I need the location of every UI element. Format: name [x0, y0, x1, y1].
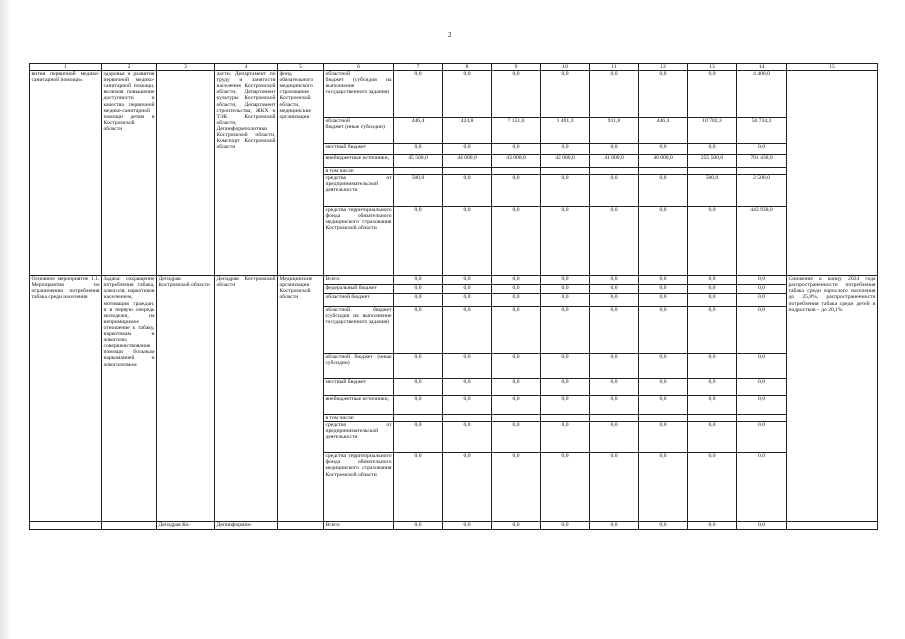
- value-cell-col14: 0,0: [737, 354, 787, 379]
- block2-col3: Депздрав Костромской области: [157, 276, 215, 522]
- value-cell-col12: 0,0: [639, 453, 688, 522]
- value-cell-col10: 1 401,3: [541, 118, 590, 144]
- value-cell-col9: 0,0: [492, 354, 541, 379]
- value-cell-col13: 0,0: [688, 71, 737, 118]
- value-cell-col14: 0,0: [737, 453, 787, 522]
- value-cell-col8: 0,0: [443, 144, 492, 155]
- value-cell-col12: 0,0: [639, 354, 688, 379]
- block3-col2: [102, 522, 157, 530]
- value-cell-col9: 0,0: [492, 285, 541, 294]
- value-cell-col14: 0,0: [737, 379, 787, 396]
- value-cell-col13: 0,0: [688, 276, 737, 285]
- column-number-9: 9: [492, 64, 541, 71]
- funding-source-label: внебюджетные источники,: [324, 396, 394, 415]
- value-cell-col11: 0,0: [590, 294, 639, 307]
- block1-col3: [157, 71, 215, 276]
- value-cell-col14: [737, 415, 787, 422]
- column-number-3: 3: [157, 64, 215, 71]
- program-finance-table: [29, 63, 878, 530]
- value-cell-col14: [737, 168, 787, 175]
- block2-result: Снижение к концу 2024 года распространенности потребления табака среди взрослого населения до 25,8%, распространенности потребления табака среди детей и подростков – до 20,1%: [787, 276, 878, 522]
- value-cell-col11: 0,0: [590, 71, 639, 118]
- value-cell-col13: 0,0: [688, 396, 737, 415]
- value-cell-col10: 0,0: [541, 396, 590, 415]
- value-cell-col7: 0,0: [394, 144, 443, 155]
- value-cell-col10: 0,0: [541, 285, 590, 294]
- value-cell-col14: 701 438,0: [737, 155, 787, 168]
- value-cell-col12: 0,0: [639, 522, 688, 530]
- column-number-8: 8: [443, 64, 492, 71]
- value-cell-col7: 0,0: [394, 307, 443, 354]
- column-number-1: 1: [30, 64, 102, 71]
- value-cell-col7: 0,0: [394, 522, 443, 530]
- value-cell-col12: 0,0: [639, 307, 688, 354]
- block3-result: [787, 522, 878, 530]
- value-cell-col13: 0,0: [688, 522, 737, 530]
- value-cell-col11: [590, 415, 639, 422]
- block2-col4: Депздрав Костромской области: [215, 276, 278, 522]
- value-cell-col9: 0,0: [492, 522, 541, 530]
- value-cell-col10: [541, 415, 590, 422]
- value-cell-col11: 0,0: [590, 276, 639, 285]
- value-cell-col13: 10 782,3: [688, 118, 737, 144]
- column-number-7: 7: [394, 64, 443, 71]
- value-cell-col10: 0,0: [541, 144, 590, 155]
- value-cell-col8: 0,0: [443, 379, 492, 396]
- funding-source-label: средства территориального фонда обязательного медицинского страхования Костромской области: [324, 207, 394, 276]
- column-number-4: 4: [215, 64, 278, 71]
- value-cell-col11: 0,0: [590, 354, 639, 379]
- block1-col1: вития первичной медико-санитарной помощи»: [30, 71, 102, 276]
- value-cell-col12: 40 000,0: [639, 155, 688, 168]
- value-cell-col9: 0,0: [492, 294, 541, 307]
- value-cell-col9: 0,0: [492, 307, 541, 354]
- column-number-13: 13: [688, 64, 737, 71]
- value-cell-col10: 0,0: [541, 422, 590, 453]
- value-cell-col11: 0,0: [590, 285, 639, 294]
- block3-col5: [278, 522, 324, 530]
- block3-col1: [30, 522, 102, 530]
- value-cell-col10: 0,0: [541, 294, 590, 307]
- value-cell-col7: 0,0: [394, 422, 443, 453]
- column-number-2: 2: [102, 64, 157, 71]
- table-body: [30, 64, 878, 530]
- value-cell-col12: [639, 168, 688, 175]
- value-cell-col12: 0,0: [639, 396, 688, 415]
- value-cell-col8: 0,0: [443, 453, 492, 522]
- value-cell-col13: [688, 415, 737, 422]
- value-cell-col9: 0,0: [492, 175, 541, 207]
- value-cell-col7: 0,0: [394, 294, 443, 307]
- value-cell-col7: [394, 168, 443, 175]
- value-cell-col14: 2 500,0: [737, 175, 787, 207]
- block3-col3: Депздрав Ко-: [157, 522, 215, 530]
- block1-col4: ласти, Департамент по труду и занятости населения Костромской области, Департамент культуры Костромской области, Департамент строительства, ЖКХ и ТЭК Костромской области, Депинформполитики Костромской области, Комспорт Костромской области: [215, 71, 278, 276]
- value-cell-col7: [394, 415, 443, 422]
- value-cell-col11: 0,0: [590, 422, 639, 453]
- scan-edge-shadow: [0, 0, 10, 639]
- block1-col5: фонд обязательного медицинского страхования Костромской области, медицинские организации: [278, 71, 324, 276]
- value-cell-col12: 0,0: [639, 422, 688, 453]
- value-cell-col12: 446,4: [639, 118, 688, 144]
- value-cell-col8: 0,0: [443, 207, 492, 276]
- value-cell-col10: 0,0: [541, 175, 590, 207]
- value-cell-col14: 0,0: [737, 307, 787, 354]
- value-cell-col8: 0,0: [443, 354, 492, 379]
- funding-source-label: местный бюджет: [324, 379, 394, 396]
- funding-source-label: областной бюджет (субсидия на выполнение государственного задания): [324, 71, 394, 118]
- value-cell-col11: 41 000,0: [590, 155, 639, 168]
- value-cell-col8: 0,0: [443, 307, 492, 354]
- block2-row: [30, 276, 878, 285]
- value-cell-col8: 0,0: [443, 522, 492, 530]
- funding-source-label: средства территориального фонда обязательного медицинского страхования Костромской области: [324, 453, 394, 522]
- value-cell-col7: 0,0: [394, 207, 443, 276]
- value-cell-col14: 443 938,0: [737, 207, 787, 276]
- value-cell-col8: 0,0: [443, 294, 492, 307]
- value-cell-col13: 0,0: [688, 294, 737, 307]
- value-cell-col12: 0,0: [639, 144, 688, 155]
- value-cell-col8: [443, 168, 492, 175]
- value-cell-col7: 0,0: [394, 453, 443, 522]
- column-number-5: 5: [278, 64, 324, 71]
- value-cell-col14: 0,0: [737, 294, 787, 307]
- value-cell-col13: 0,0: [688, 453, 737, 522]
- funding-source-label: областной бюджет (иные субсидии): [324, 118, 394, 144]
- value-cell-col14: 0,0: [737, 144, 787, 155]
- value-cell-col10: 0,0: [541, 379, 590, 396]
- value-cell-col7: 0,0: [394, 354, 443, 379]
- value-cell-col10: 0,0: [541, 207, 590, 276]
- value-cell-col13: 0,0: [688, 354, 737, 379]
- value-cell-col12: 0,0: [639, 207, 688, 276]
- column-number-6: 6: [324, 64, 394, 71]
- value-cell-col10: 0,0: [541, 276, 590, 285]
- block3-col4: Депинформпо-: [215, 522, 278, 530]
- value-cell-col11: 0,0: [590, 175, 639, 207]
- block1-col2: здоровья и развития первичной медико-санитарной помощи, включая повышение доступности и качества первичной медико-санитарной помощи детям в Костромской области: [102, 71, 157, 276]
- block2-col5: Медицинские организации Костромской области: [278, 276, 324, 522]
- funding-source-label: в том числе:: [324, 168, 394, 175]
- value-cell-col12: 0,0: [639, 276, 688, 285]
- column-number-11: 11: [590, 64, 639, 71]
- value-cell-col13: 0,0: [688, 207, 737, 276]
- value-cell-col9: [492, 415, 541, 422]
- block2-col2: Задача: сокращение потребления табака, алкоголя, наркотиков населением, мотивация граждан, и в первую очередь молодежи, на непримиримое отношение к табаку, наркотикам и алкоголю, совершенствование помощи больным наркоманией и алкоголизмом: [102, 276, 157, 522]
- funding-source-label: федеральный бюджет: [324, 285, 394, 294]
- column-number-15: 15: [787, 64, 878, 71]
- value-cell-col13: [688, 168, 737, 175]
- value-cell-col7: 500,0: [394, 175, 443, 207]
- value-cell-col9: 0,0: [492, 144, 541, 155]
- block1-result: [787, 71, 878, 276]
- column-number-12: 12: [639, 64, 688, 71]
- value-cell-col8: 0,0: [443, 422, 492, 453]
- value-cell-col11: 0,0: [590, 453, 639, 522]
- funding-source-label: Всего:: [324, 276, 394, 285]
- value-cell-col11: [590, 168, 639, 175]
- value-cell-col11: 0,0: [590, 307, 639, 354]
- value-cell-col8: 0,0: [443, 396, 492, 415]
- block1-row: [30, 71, 878, 118]
- funding-source-label: в том числе:: [324, 415, 394, 422]
- value-cell-col9: 0,0: [492, 207, 541, 276]
- value-cell-col10: 0,0: [541, 453, 590, 522]
- funding-source-label: Всего:: [324, 522, 394, 530]
- value-cell-col7: 0,0: [394, 285, 443, 294]
- value-cell-col8: 0,0: [443, 285, 492, 294]
- funding-source-label: областной бюджет (субсидия на выполнение государственного задания): [324, 307, 394, 354]
- value-cell-col9: 0,0: [492, 422, 541, 453]
- funding-source-label: областной бюджет: [324, 294, 394, 307]
- value-cell-col14: 0,0: [737, 276, 787, 285]
- value-cell-col8: 0,0: [443, 175, 492, 207]
- value-cell-col8: 0,0: [443, 276, 492, 285]
- value-cell-col13: 0,0: [688, 422, 737, 453]
- funding-source-label: местный бюджет: [324, 144, 394, 155]
- value-cell-col7: 0,0: [394, 276, 443, 285]
- funding-source-label: внебюджетные источники,: [324, 155, 394, 168]
- value-cell-col10: [541, 168, 590, 175]
- value-cell-col7: 0,0: [394, 396, 443, 415]
- column-number-10: 10: [541, 64, 590, 71]
- value-cell-col11: 0,0: [590, 522, 639, 530]
- value-cell-col12: 0,0: [639, 71, 688, 118]
- value-cell-col13: 255 500,0: [688, 155, 737, 168]
- value-cell-col9: 7 151,6: [492, 118, 541, 144]
- value-cell-col14: 0,0: [737, 522, 787, 530]
- page-number: 2: [448, 31, 452, 39]
- block3-row: [30, 522, 878, 530]
- value-cell-col10: 0,0: [541, 71, 590, 118]
- value-cell-col12: 0,0: [639, 285, 688, 294]
- value-cell-col13: 0,0: [688, 379, 737, 396]
- value-cell-col13: 0,0: [688, 307, 737, 354]
- value-cell-col11: 0,0: [590, 396, 639, 415]
- value-cell-col14: 4 400,0: [737, 71, 787, 118]
- value-cell-col12: 0,0: [639, 175, 688, 207]
- value-cell-col10: 42 000,0: [541, 155, 590, 168]
- value-cell-col8: 424,8: [443, 118, 492, 144]
- value-cell-col7: 0,0: [394, 71, 443, 118]
- funding-source-label: средства от предпринимательской деятельности: [324, 422, 394, 453]
- value-cell-col8: [443, 415, 492, 422]
- value-cell-col14: 0,0: [737, 422, 787, 453]
- block2-col1: Основное мероприятие 1.1. Мероприятия по ограничению потребления табака среди населения: [30, 276, 102, 522]
- value-cell-col8: 0,0: [443, 71, 492, 118]
- value-cell-col11: 0,0: [590, 207, 639, 276]
- value-cell-col11: 0,0: [590, 379, 639, 396]
- value-cell-col14: 0,0: [737, 285, 787, 294]
- funding-source-label: областной бюджет (иные субсидии): [324, 354, 394, 379]
- value-cell-col7: 0,0: [394, 379, 443, 396]
- value-cell-col13: 0,0: [688, 144, 737, 155]
- value-cell-col8: 44 000,0: [443, 155, 492, 168]
- value-cell-col11: 0,0: [590, 144, 639, 155]
- value-cell-col12: [639, 415, 688, 422]
- value-cell-col9: 0,0: [492, 71, 541, 118]
- column-number-14: 14: [737, 64, 787, 71]
- value-cell-col12: 0,0: [639, 379, 688, 396]
- value-cell-col9: [492, 168, 541, 175]
- header-row: [30, 64, 878, 71]
- value-cell-col11: 911,8: [590, 118, 639, 144]
- value-cell-col10: 0,0: [541, 522, 590, 530]
- value-cell-col13: 500,0: [688, 175, 737, 207]
- value-cell-col7: 446,4: [394, 118, 443, 144]
- value-cell-col12: 0,0: [639, 294, 688, 307]
- value-cell-col9: 0,0: [492, 453, 541, 522]
- value-cell-col7: 45 500,0: [394, 155, 443, 168]
- value-cell-col14: 0,0: [737, 396, 787, 415]
- value-cell-col10: 0,0: [541, 307, 590, 354]
- value-cell-col9: 43 000,0: [492, 155, 541, 168]
- value-cell-col9: 0,0: [492, 276, 541, 285]
- value-cell-col13: 0,0: [688, 285, 737, 294]
- value-cell-col14: 56 734,3: [737, 118, 787, 144]
- value-cell-col9: 0,0: [492, 396, 541, 415]
- value-cell-col9: 0,0: [492, 379, 541, 396]
- funding-source-label: средства от предпринимательской деятельности: [324, 175, 394, 207]
- value-cell-col10: 0,0: [541, 354, 590, 379]
